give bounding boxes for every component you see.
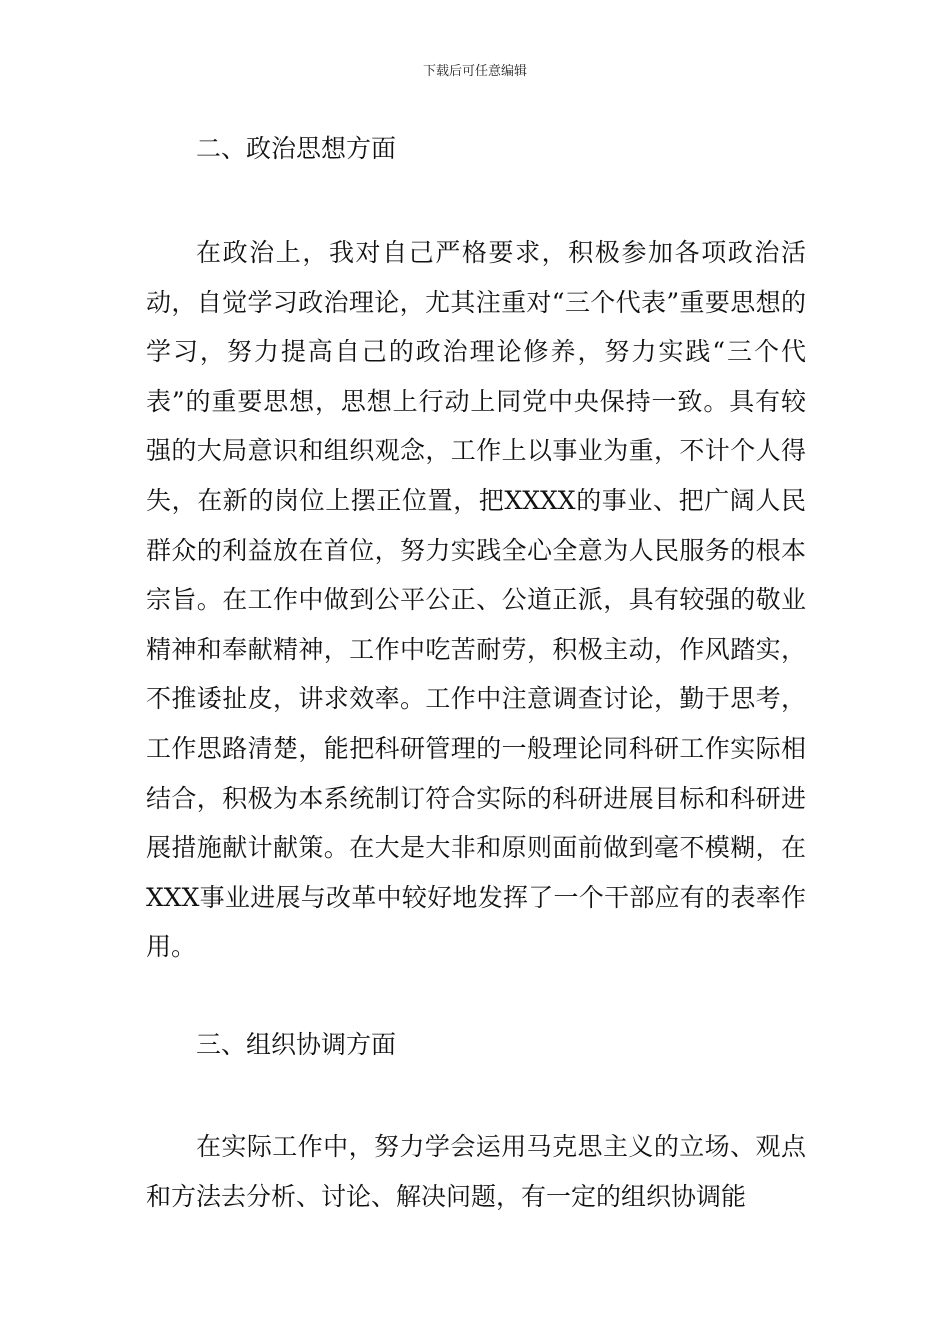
section-heading-organization: 三、组织协调方面 xyxy=(196,1030,397,1059)
page-header-note: 下载后可任意编辑 xyxy=(422,64,527,79)
section-paragraph-organization: 在实际工作中，努力学会运用马克思主义的立场、观点和方法去分析、讨论、解决问题，有一定的组织协调能 xyxy=(146,1132,806,1211)
section-heading-political: 二、政治思想方面 xyxy=(196,134,397,163)
section-paragraph-political: 在政治上，我对自己严格要求，积极参加各项政治活动，自觉学习政治理论，尤其注重对“三个代表”重要思想的学习，努力提高自己的政治理论修养，努力实践“三个代表”的重要思想，思想上行动上同党中央保持一致。具有较强的大局意识和组织观念，工作上以事业为重，不计个人得失，在新的岗位上摆正位置，把XXXX的事业、把广阔人民群众的利益放在首位，努力实践全心全意为人民服务的根本宗旨。在工作中做到公平公正、公道正派，具有较强的敬业精神和奉献精神，工作中吃苦耐劳，积极主动，作风踏实，不推诿扯皮，讲求效率。工作中注意调查讨论，勤于思考，工作思路清楚，能把科研管理的一般理论同科研工作实际相结合，积极为本系统制订符合实际的科研进展目标和科研进展措施献计献策。在大是大非和原则面前做到毫不模糊，在XXX事业进展与改革中较好地发挥了一个干部应有的表率作用。 xyxy=(146,238,806,962)
